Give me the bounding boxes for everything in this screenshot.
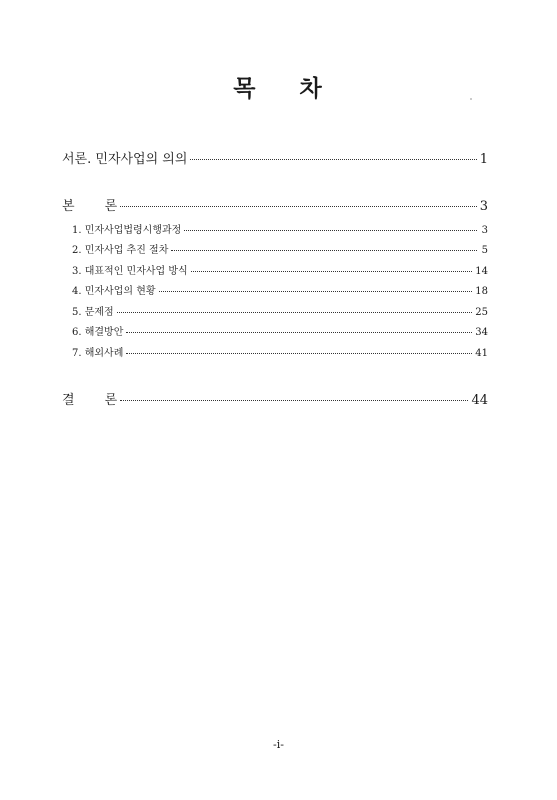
toc-leader-dots — [120, 206, 477, 207]
toc-subentry-page: 14 — [475, 266, 488, 277]
toc-subentry-label: 5. 문제점 — [72, 307, 114, 318]
toc-subentry-label: 2. 민자사업 추진 절차 — [72, 245, 169, 256]
toc-leader-dots — [159, 291, 473, 292]
toc-subentry-label: 6. 해결방안 — [72, 327, 124, 338]
toc-subentry-label: 7. 해외사례 — [72, 348, 124, 359]
toc-subentry-page: 41 — [475, 348, 488, 359]
toc-subentry-page: 3 — [481, 225, 488, 236]
toc-entry-label: 서론. 민자사업의 의의 — [62, 152, 188, 167]
toc-leader-dots — [191, 271, 473, 272]
toc-entry-label: 본 론 — [62, 199, 118, 214]
toc-entry-page: 3 — [479, 199, 488, 214]
toc-leader-dots — [126, 353, 472, 354]
toc-entry-label: 결 론 — [62, 393, 118, 408]
toc-subentry-label: 4. 민자사업의 현황 — [72, 286, 156, 297]
toc-leader-dots — [184, 230, 477, 231]
toc-subentry-2[interactable] — [72, 241, 488, 256]
toc-subentry-3[interactable] — [72, 262, 488, 277]
toc-subentry-page: 18 — [475, 286, 488, 297]
page-title — [0, 70, 557, 103]
toc-leader-dots — [171, 250, 477, 251]
toc-leader-dots — [117, 312, 473, 313]
toc-entry-page: 1 — [479, 152, 488, 167]
page-title-first: 목 — [233, 75, 258, 102]
toc-entry-body[interactable] — [62, 195, 488, 214]
toc-entry-page: 44 — [471, 393, 488, 408]
toc-leader-dots — [126, 332, 472, 333]
toc-subentry-1[interactable] — [72, 221, 488, 236]
toc-leader-dots — [190, 159, 476, 160]
toc-entry-conclusion[interactable] — [62, 389, 488, 408]
page-number-footer: -i- — [273, 738, 284, 751]
toc-subentry-6[interactable] — [72, 323, 488, 338]
toc-subentry-7[interactable] — [72, 344, 488, 359]
toc-subentry-label: 1. 민자사업법령시행과정 — [72, 225, 182, 236]
toc-subentry-5[interactable] — [72, 303, 488, 318]
toc-entry-intro[interactable] — [62, 148, 488, 167]
toc-subentry-4[interactable] — [72, 282, 488, 297]
toc-subentry-label: 3. 대표적인 민자사업 방식 — [72, 266, 188, 277]
page-title-second: 차 — [299, 75, 324, 102]
toc-leader-dots — [120, 400, 468, 401]
toc-subentry-page: 5 — [481, 245, 488, 256]
toc-subentry-page: 34 — [475, 327, 488, 338]
toc-subentry-page: 25 — [475, 307, 488, 318]
